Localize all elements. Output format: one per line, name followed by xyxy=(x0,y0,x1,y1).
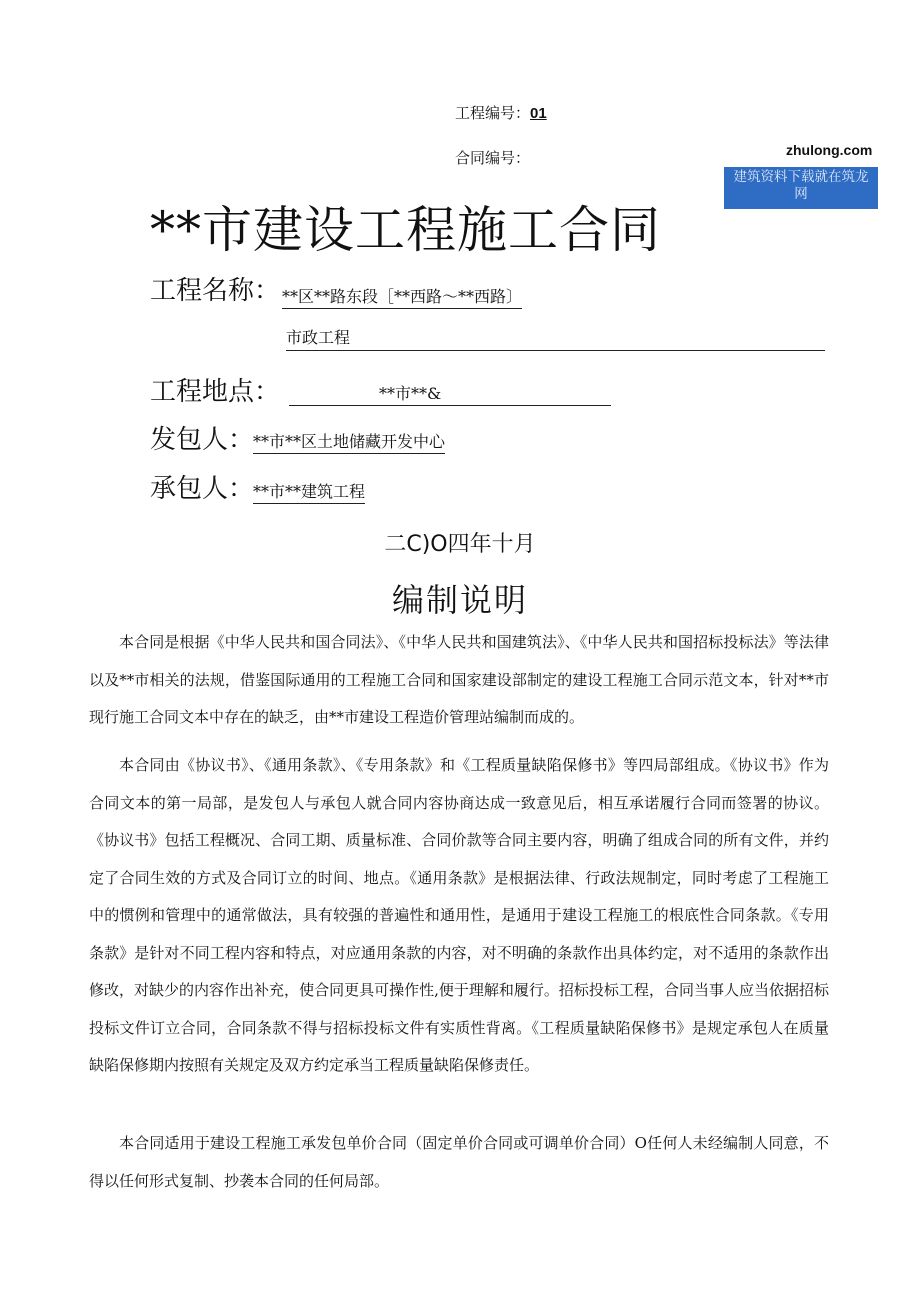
section-title: 编制说明 xyxy=(391,581,528,619)
project-name-line2: 市政工程 xyxy=(286,325,825,351)
employer-value: **市**区土地储藏开发中心 xyxy=(253,429,445,454)
project-number-row xyxy=(455,102,547,123)
contract-number-label: 合同编号： xyxy=(455,149,531,167)
project-name-label: 工程名称： xyxy=(150,276,281,306)
contract-date: 二C)O四年十月 xyxy=(384,532,536,557)
contractor-label: 承包人： xyxy=(150,474,255,504)
watermark-banner: 建筑资料下载就在筑龙网 xyxy=(724,167,878,209)
contract-title: **市建设工程施工合同 xyxy=(150,201,661,259)
body-paragraph-3: 本合同适用于建设工程施工承发包单价合同（固定单价合同或可调单价合同）O任何人未经编制人同意，不得以任何形式复制、抄袭本合同的任何局部。 xyxy=(89,1134,829,1190)
location-label: 工程地点： xyxy=(150,377,281,407)
location-field xyxy=(289,381,611,406)
project-name-line1: **区**路东段［**西路～**西路〕 xyxy=(282,284,522,309)
contractor-value: **市**建筑工程 xyxy=(253,479,365,504)
employer-label: 发包人： xyxy=(150,425,255,455)
project-number-value: 01 xyxy=(530,105,547,122)
watermark-site: zhulong.com xyxy=(786,142,873,158)
body-paragraph-2: 本合同由《协议书》、《通用条款》、《专用条款》和《工程质量缺陷保修书》等四局部组成。《协议书》作为合同文本的第一局部，是发包人与承包人就合同内容协商达成一致意见后，相互承诺履行合同而签署的协议。《协议书》包括工程概况、合同工期、质量标准、合同价款等合同主要内容，明确了组成合同的所有文件，并约定了合同生效的方式及合同订立的时间、地点。《通用条款》是根据法律、行政法规制定，同时考虑了工程施工中的惯例和管理中的通常做法，具有较强的普遍性和通用性，是通用于建设工程施工的根底性合同条款。《专用条款》是针对不同工程内容和特点，对应通用条款的内容，对不明确的条款作出具体约定，对不适用的条款作出修改，对缺少的内容作出补充，使合同更具可操作性,便于理解和履行。招标投标工程，合同当事人应当依据招标投标文件订立合同，合同条款不得与招标投标文件有实质性背离。《工程质量缺陷保修书》是规定承包人在质量缺陷保修期内按照有关规定及双方约定承当工程质量缺陷保修责任。 xyxy=(89,756,829,1074)
body-paragraph-1: 本合同是根据《中华人民共和国合同法》、《中华人民共和国建筑法》、《中华人民共和国招标投标法》等法律以及**市相关的法规，借鉴国际通用的工程施工合同和国家建设部制定的建设工程施工合同示范文本，针对**市现行施工合同文本中存在的缺乏，由**市建设工程造价管理站编制而成的。 xyxy=(89,633,829,726)
project-number-label: 工程编号： xyxy=(455,104,531,122)
location-value: **市**& xyxy=(379,384,442,403)
